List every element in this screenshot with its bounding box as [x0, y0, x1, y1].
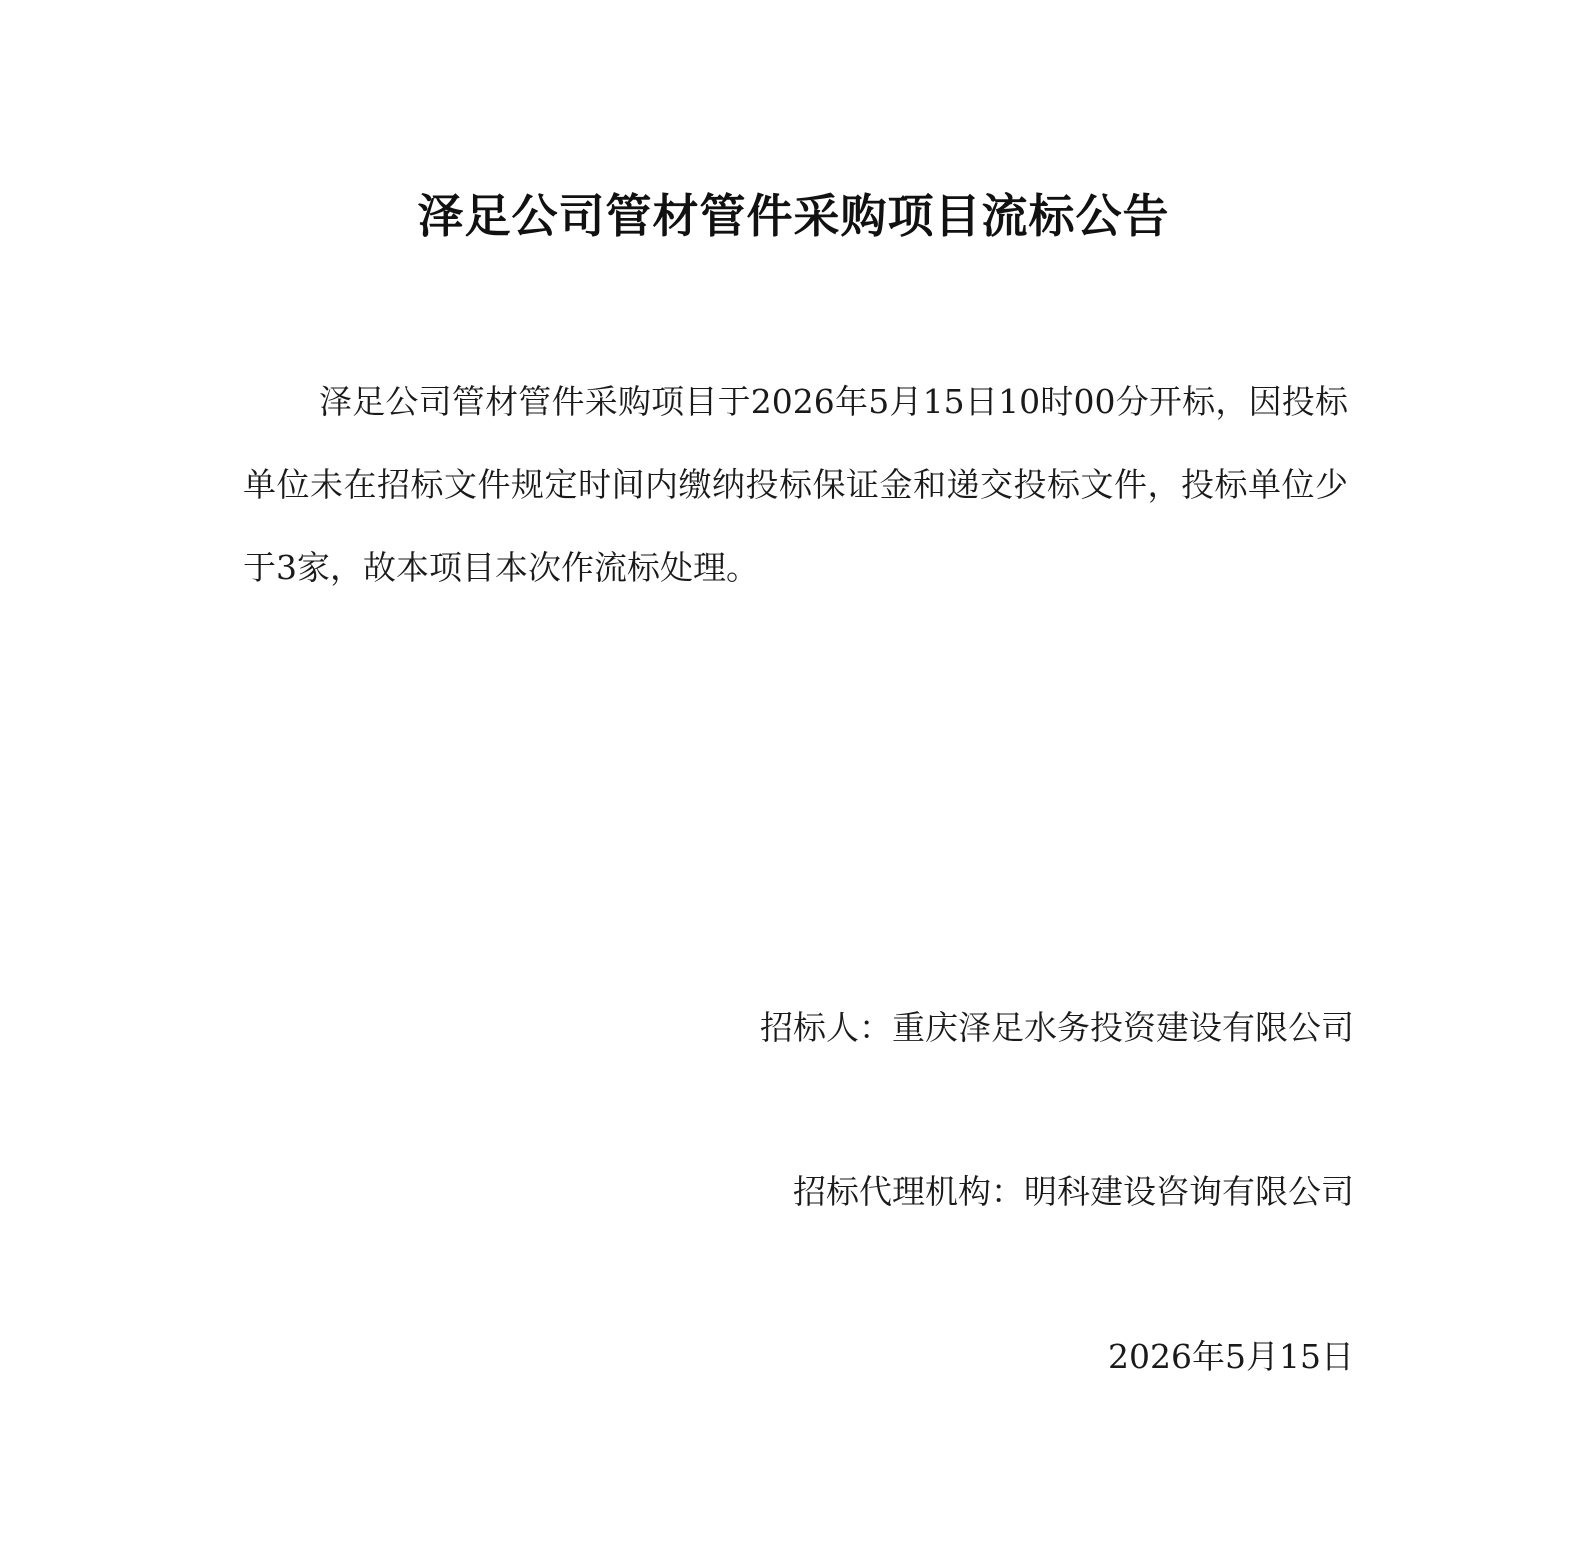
document-title: 泽足公司管材管件采购项目流标公告: [417, 188, 1170, 243]
announcement-body: 泽足公司管材管件采购项目于2026年5月15日10时00分开标，因投标单位未在招标文件规定时间内缴纳投标保证金和递交投标文件，投标单位少于3家，故本项目本次作流标处理。: [243, 382, 1348, 587]
tenderer-line: 招标人：重庆泽足水务投资建设有限公司: [760, 1008, 1354, 1047]
date-line: 2026年5月15日: [1108, 1337, 1354, 1376]
agency-line: 招标代理机构：明科建设咨询有限公司: [793, 1172, 1354, 1211]
